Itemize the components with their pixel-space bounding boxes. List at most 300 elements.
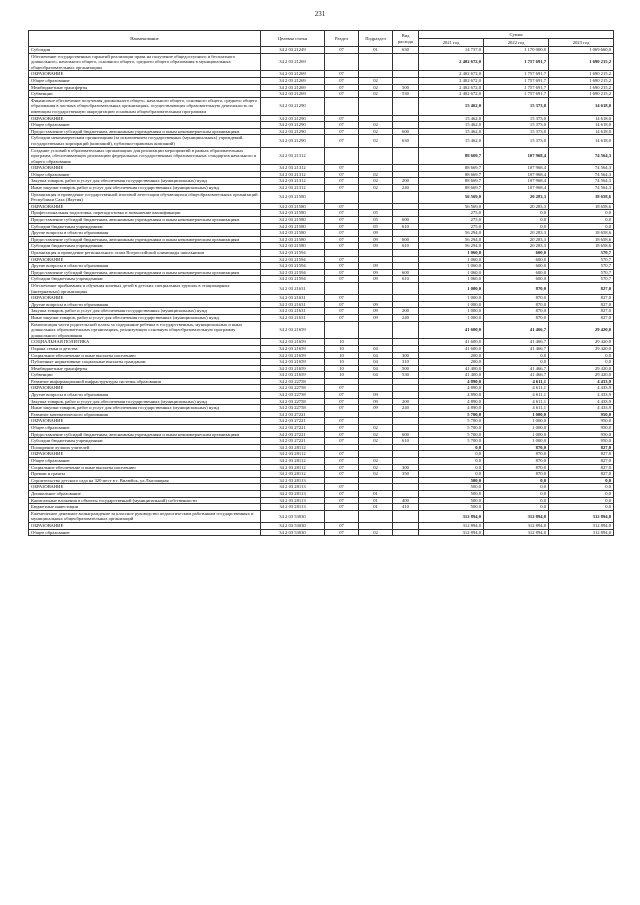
table-row bbox=[29, 122, 614, 129]
row-target: 34 2 03 28113 bbox=[261, 497, 325, 504]
row-subsection bbox=[359, 295, 393, 302]
row-exp-type bbox=[393, 263, 419, 270]
row-name: Иные закупки товаров, работ и услуг для обеспечения государственных (муниципальных) нужд bbox=[29, 405, 261, 412]
row-subsection: 09 bbox=[359, 236, 393, 243]
row-section: 07 bbox=[325, 458, 359, 465]
row-subsection: 09 bbox=[359, 269, 393, 276]
table-row bbox=[29, 71, 614, 78]
row-sum-2022: 600,0 bbox=[484, 269, 549, 276]
row-sum-2023: 18 658,6 bbox=[549, 230, 614, 237]
table-row bbox=[29, 276, 614, 283]
row-sum-2023: 74 564,3 bbox=[549, 165, 614, 172]
row-exp-type bbox=[393, 451, 419, 458]
row-section: 07 bbox=[325, 256, 359, 263]
row-sum-2023: 312 894,0 bbox=[549, 529, 614, 536]
row-section: 07 bbox=[325, 122, 359, 129]
row-name: Обеспечение прибывания и обучения кочевых детей в детских специальных группах в стационарных (интернатных) организациях bbox=[29, 282, 261, 294]
row-subsection: 04 bbox=[359, 365, 393, 372]
row-section: 07 bbox=[325, 392, 359, 399]
row-subsection bbox=[359, 477, 393, 484]
row-target: 34 2 03 22758 bbox=[261, 392, 325, 399]
row-sum-2023: 827,0 bbox=[549, 464, 614, 471]
row-section bbox=[325, 378, 359, 385]
row-target: 34 2 03 21631 bbox=[261, 282, 325, 294]
row-target: 34 2 03 28113 bbox=[261, 477, 325, 484]
table-row bbox=[29, 256, 614, 263]
row-exp-type bbox=[393, 458, 419, 465]
row-section: 07 bbox=[325, 504, 359, 511]
row-subsection bbox=[359, 250, 393, 257]
row-sum-2021: 56 294,0 bbox=[419, 230, 484, 237]
row-section: 07 bbox=[325, 490, 359, 497]
row-subsection bbox=[359, 418, 393, 425]
row-target: 34 2 03 22758 bbox=[261, 385, 325, 392]
row-sum-2023: 74 564,3 bbox=[549, 185, 614, 192]
table-row bbox=[29, 464, 614, 471]
row-exp-type: 400 bbox=[393, 497, 419, 504]
row-exp-type bbox=[393, 53, 419, 71]
row-sum-2023: 0,0 bbox=[549, 490, 614, 497]
row-subsection: 04 bbox=[359, 372, 393, 379]
table-row bbox=[29, 77, 614, 84]
row-section: 07 bbox=[325, 71, 359, 78]
row-sum-2023: 0,0 bbox=[549, 223, 614, 230]
row-subsection bbox=[359, 411, 393, 418]
table-row bbox=[29, 243, 614, 250]
row-sum-2022: 20 283,3 bbox=[484, 203, 549, 210]
row-sum-2022: 0,0 bbox=[484, 352, 549, 359]
row-name: Общее образование bbox=[29, 425, 261, 432]
table-row bbox=[29, 359, 614, 366]
row-sum-2022: 870,0 bbox=[484, 295, 549, 302]
row-exp-type bbox=[393, 165, 419, 172]
row-exp-type bbox=[393, 477, 419, 484]
row-sum-2022: 1 000,0 bbox=[484, 438, 549, 445]
row-target: 34 2 03 21290 bbox=[261, 115, 325, 122]
row-section bbox=[325, 97, 359, 115]
row-subsection: 01 bbox=[359, 497, 393, 504]
row-subsection: 02 bbox=[359, 128, 393, 135]
row-sum-2023: 1 690 215,2 bbox=[549, 77, 614, 84]
row-sum-2021: 275,0 bbox=[419, 217, 484, 224]
row-sum-2022: 600,0 bbox=[484, 250, 549, 257]
row-sum-2021: 4 890,0 bbox=[419, 378, 484, 385]
row-subsection: 01 bbox=[359, 490, 393, 497]
row-sum-2021: 15 462,0 bbox=[419, 97, 484, 115]
row-name: Субсидии бюджетным учреждениям bbox=[29, 223, 261, 230]
table-row bbox=[29, 301, 614, 308]
row-name: ОБРАЗОВАНИЕ bbox=[29, 418, 261, 425]
row-target: 34 2 03 21290 bbox=[261, 128, 325, 135]
table-row bbox=[29, 405, 614, 412]
row-sum-2021: 5 700,0 bbox=[419, 431, 484, 438]
row-sum-2021: 1 000,0 bbox=[419, 308, 484, 315]
row-name: Иные закупки товаров, работ и услуг для обеспечения государственных (муниципальных) нужд bbox=[29, 314, 261, 321]
row-sum-2022: 1 000,0 bbox=[484, 418, 549, 425]
col-section-header: Раздел bbox=[325, 31, 359, 47]
row-subsection: 02 bbox=[359, 471, 393, 478]
row-exp-type: 610 bbox=[393, 438, 419, 445]
row-exp-type bbox=[393, 510, 419, 522]
row-exp-type bbox=[393, 339, 419, 346]
row-sum-2022: 4 611,1 bbox=[484, 378, 549, 385]
row-sum-2022: 20 283,3 bbox=[484, 236, 549, 243]
row-section: 07 bbox=[325, 210, 359, 217]
row-sum-2023: 950,0 bbox=[549, 418, 614, 425]
row-exp-type bbox=[393, 301, 419, 308]
row-section: 07 bbox=[325, 47, 359, 54]
table-row bbox=[29, 431, 614, 438]
row-target: 34 2 03 21580 bbox=[261, 217, 325, 224]
row-sum-2021: 0,0 bbox=[419, 451, 484, 458]
row-sum-2023: 950,0 bbox=[549, 431, 614, 438]
row-sum-2022: 107 968,4 bbox=[484, 147, 549, 165]
row-target: 34 2 03 21580 bbox=[261, 191, 325, 203]
row-sum-2023: 1 690 215,2 bbox=[549, 71, 614, 78]
row-sum-2021: 2 402 672,0 bbox=[419, 53, 484, 71]
table-row bbox=[29, 210, 614, 217]
row-section: 07 bbox=[325, 405, 359, 412]
row-target: 34 2 03 27221 bbox=[261, 438, 325, 445]
row-exp-type bbox=[393, 230, 419, 237]
row-name: Субсидии бюджетным учреждениям bbox=[29, 438, 261, 445]
row-subsection bbox=[359, 339, 393, 346]
row-target: 34 2 03 21594 bbox=[261, 269, 325, 276]
row-target: 34 2 03 21580 bbox=[261, 203, 325, 210]
row-name: Профессиональная подготовка, переподготовка и повышение квалификации bbox=[29, 210, 261, 217]
row-exp-type: 600 bbox=[393, 128, 419, 135]
row-section: 07 bbox=[325, 91, 359, 98]
row-target: 34 2 03 21631 bbox=[261, 301, 325, 308]
row-target: 34 2 03 27221 bbox=[261, 411, 325, 418]
row-target: 34 2 03 22758 bbox=[261, 398, 325, 405]
row-sum-2022: 20 283,3 bbox=[484, 243, 549, 250]
row-sum-2022: 15 373,0 bbox=[484, 135, 549, 147]
row-sum-2023: 29 420,0 bbox=[549, 345, 614, 352]
row-sum-2021: 1 000,0 bbox=[419, 295, 484, 302]
row-exp-type bbox=[393, 418, 419, 425]
row-sum-2021: 15 462,0 bbox=[419, 115, 484, 122]
row-sum-2021: 0,0 bbox=[419, 471, 484, 478]
table-row bbox=[29, 378, 614, 385]
row-sum-2021: 4 890,0 bbox=[419, 405, 484, 412]
row-sum-2021: 1 060,0 bbox=[419, 269, 484, 276]
row-section: 07 bbox=[325, 484, 359, 491]
row-section: 07 bbox=[325, 301, 359, 308]
row-exp-type bbox=[393, 411, 419, 418]
row-target: 34 2 03 28112 bbox=[261, 451, 325, 458]
row-sum-2023: 18 658,6 bbox=[549, 203, 614, 210]
row-sum-2023: 29 420,0 bbox=[549, 321, 614, 339]
row-subsection bbox=[359, 165, 393, 172]
row-exp-type bbox=[393, 345, 419, 352]
row-sum-2021: 4 890,0 bbox=[419, 392, 484, 399]
row-sum-2023: 4 433,9 bbox=[549, 398, 614, 405]
row-sum-2023: 18 658,6 bbox=[549, 243, 614, 250]
row-target: 34 2 03 53030 bbox=[261, 529, 325, 536]
row-target: 34 2 03 28112 bbox=[261, 444, 325, 451]
row-sum-2021: 88 669,7 bbox=[419, 171, 484, 178]
row-sum-2022: 600,0 bbox=[484, 276, 549, 283]
table-row bbox=[29, 147, 614, 165]
row-target: 34 2 03 21312 bbox=[261, 171, 325, 178]
table-row bbox=[29, 115, 614, 122]
row-name: Предоставление субсидий бюджетным, автономным учреждениям и иным некоммерческим организациям bbox=[29, 431, 261, 438]
row-sum-2022: 107 968,4 bbox=[484, 165, 549, 172]
row-sum-2023: 827,0 bbox=[549, 444, 614, 451]
table-row bbox=[29, 269, 614, 276]
row-subsection: 02 bbox=[359, 185, 393, 192]
row-target: 34 2 03 21580 bbox=[261, 243, 325, 250]
row-exp-type: 240 bbox=[393, 185, 419, 192]
row-section: 07 bbox=[325, 171, 359, 178]
row-sum-2022: 312 894,0 bbox=[484, 510, 549, 522]
row-sum-2021: 5 700,0 bbox=[419, 438, 484, 445]
row-target: 34 2 03 28112 bbox=[261, 458, 325, 465]
row-exp-type bbox=[393, 321, 419, 339]
row-section: 07 bbox=[325, 497, 359, 504]
row-sum-2023: 0,0 bbox=[549, 477, 614, 484]
row-sum-2021: 2 402 672,0 bbox=[419, 77, 484, 84]
row-sum-2021: 41 400,0 bbox=[419, 365, 484, 372]
table-row bbox=[29, 178, 614, 185]
table-row bbox=[29, 385, 614, 392]
row-sum-2022: 1 000,0 bbox=[484, 431, 549, 438]
row-subsection: 05 bbox=[359, 217, 393, 224]
row-exp-type bbox=[393, 392, 419, 399]
row-subsection bbox=[359, 378, 393, 385]
row-sum-2022: 15 373,0 bbox=[484, 128, 549, 135]
row-sum-2023: 0,0 bbox=[549, 504, 614, 511]
row-section: 07 bbox=[325, 464, 359, 471]
row-name: Обеспечение государственных гарантий реализации права на получение общедоступного и бесплатного дошкольного, начального общего, основного общего, среднего общего образования в муниципальных общеобразовательных организациях bbox=[29, 53, 261, 71]
row-sum-2022: 4 611,1 bbox=[484, 385, 549, 392]
row-target: 34 2 03 21659 bbox=[261, 372, 325, 379]
row-name: Ежемесячное денежное вознаграждение за классное руководство педагогическим работникам государственных и муниципальных общеобразовательных организаций bbox=[29, 510, 261, 522]
row-sum-2023: 14 618,0 bbox=[549, 115, 614, 122]
table-row bbox=[29, 411, 614, 418]
row-sum-2022: 870,0 bbox=[484, 282, 549, 294]
row-subsection: 02 bbox=[359, 529, 393, 536]
row-sum-2023: 570,7 bbox=[549, 269, 614, 276]
row-name: Организация и проведение государственной итоговой аттестации обучающихся общеобразовательных организаций Республики Саха (Якутия) bbox=[29, 191, 261, 203]
row-target: 34 2 03 21659 bbox=[261, 345, 325, 352]
row-sum-2021: 41 400,0 bbox=[419, 372, 484, 379]
table-row bbox=[29, 504, 614, 511]
row-sum-2022: 1 757 691,7 bbox=[484, 84, 549, 91]
row-subsection: 09 bbox=[359, 243, 393, 250]
row-sum-2022: 107 968,4 bbox=[484, 178, 549, 185]
row-name: Субсидии bbox=[29, 47, 261, 54]
row-section: 07 bbox=[325, 223, 359, 230]
row-target: 34 2 03 21312 bbox=[261, 178, 325, 185]
table-row bbox=[29, 47, 614, 54]
row-target: 34 2 03 21580 bbox=[261, 236, 325, 243]
row-sum-2021: 41 600,0 bbox=[419, 339, 484, 346]
row-section: 07 bbox=[325, 115, 359, 122]
row-section: 07 bbox=[325, 269, 359, 276]
row-sum-2023: 0,0 bbox=[549, 217, 614, 224]
row-sum-2023: 74 564,3 bbox=[549, 147, 614, 165]
row-section bbox=[325, 444, 359, 451]
row-name: Социальное обеспечение и иные выплаты населению bbox=[29, 464, 261, 471]
row-sum-2023: 14 618,0 bbox=[549, 97, 614, 115]
row-sum-2023: 4 433,9 bbox=[549, 392, 614, 399]
row-subsection: 02 bbox=[359, 178, 393, 185]
row-sum-2021: 4 890,0 bbox=[419, 385, 484, 392]
row-sum-2023: 827,0 bbox=[549, 295, 614, 302]
row-section: 07 bbox=[325, 178, 359, 185]
row-sum-2021: 0,0 bbox=[419, 458, 484, 465]
row-sum-2021: 15 462,0 bbox=[419, 128, 484, 135]
row-name: Компенсация части родительской платы за содержание ребенка в государственных, муниципальных и иных дошкольных образовательных организациях, реализующих основную общеобразовательную программу дошкольного образования bbox=[29, 321, 261, 339]
row-target: 34 2 03 21269 bbox=[261, 53, 325, 71]
row-target: 34 2 03 21659 bbox=[261, 359, 325, 366]
row-sum-2021: 500,0 bbox=[419, 484, 484, 491]
row-sum-2021: 1 060,0 bbox=[419, 256, 484, 263]
table-row bbox=[29, 438, 614, 445]
row-section: 07 bbox=[325, 84, 359, 91]
table-row bbox=[29, 352, 614, 359]
row-name: Социальное обеспечение и иные выплаты населению bbox=[29, 352, 261, 359]
row-subsection: 01 bbox=[359, 47, 393, 54]
row-section: 10 bbox=[325, 359, 359, 366]
col-subsection-header: Подраздел bbox=[359, 31, 393, 47]
row-subsection: 02 bbox=[359, 464, 393, 471]
table-row bbox=[29, 91, 614, 98]
row-target: 34 2 03 21290 bbox=[261, 135, 325, 147]
row-sum-2022: 41 466,7 bbox=[484, 372, 549, 379]
row-name: Организация и проведение регионального этапа Всероссийской олимпиады школьников bbox=[29, 250, 261, 257]
row-exp-type bbox=[393, 77, 419, 84]
row-section: 07 bbox=[325, 128, 359, 135]
table-row bbox=[29, 392, 614, 399]
row-subsection bbox=[359, 256, 393, 263]
row-exp-type bbox=[393, 191, 419, 203]
row-subsection: 05 bbox=[359, 210, 393, 217]
row-sum-2022: 0,0 bbox=[484, 210, 549, 217]
row-name: ОБРАЗОВАНИЕ bbox=[29, 256, 261, 263]
row-subsection: 02 bbox=[359, 135, 393, 147]
table-row bbox=[29, 263, 614, 270]
row-sum-2023: 0,0 bbox=[549, 210, 614, 217]
row-section: 10 bbox=[325, 372, 359, 379]
row-target: 34 2 03 53030 bbox=[261, 510, 325, 522]
row-sum-2021: 56 294,0 bbox=[419, 236, 484, 243]
row-exp-type: 630 bbox=[393, 47, 419, 54]
row-subsection: 02 bbox=[359, 438, 393, 445]
row-exp-type bbox=[393, 250, 419, 257]
row-name: Дошкольное образование bbox=[29, 490, 261, 497]
row-sum-2023: 827,0 bbox=[549, 308, 614, 315]
row-section bbox=[325, 191, 359, 203]
row-sum-2023: 827,0 bbox=[549, 282, 614, 294]
row-section bbox=[325, 53, 359, 71]
row-exp-type: 530 bbox=[393, 91, 419, 98]
row-exp-type bbox=[393, 71, 419, 78]
row-sum-2022: 0,0 bbox=[484, 217, 549, 224]
row-section: 07 bbox=[325, 529, 359, 536]
table-row bbox=[29, 97, 614, 115]
row-sum-2023: 0,0 bbox=[549, 497, 614, 504]
row-sum-2023: 950,0 bbox=[549, 411, 614, 418]
row-sum-2023: 827,0 bbox=[549, 314, 614, 321]
row-subsection: 02 bbox=[359, 91, 393, 98]
row-name: Закупка товаров, работ и услуг для обеспечения государственных (муниципальных) нужд bbox=[29, 398, 261, 405]
row-name: Финансовое обеспечение получения дошкольного общего, начального общего, основного общего, среднего общего образования в частных общеобразовательных организациях, осуществляющих образовательную деятельность по имеющим государственную аккредитацию основным общеобразовательным программам bbox=[29, 97, 261, 115]
row-sum-2021: 312 894,0 bbox=[419, 510, 484, 522]
row-sum-2021: 15 462,0 bbox=[419, 122, 484, 129]
row-exp-type: 300 bbox=[393, 352, 419, 359]
row-section: 10 bbox=[325, 365, 359, 372]
table-row bbox=[29, 53, 614, 71]
row-sum-2022: 870,0 bbox=[484, 444, 549, 451]
row-sum-2023: 29 420,0 bbox=[549, 372, 614, 379]
row-sum-2021: 56 569,0 bbox=[419, 203, 484, 210]
row-sum-2022: 870,0 bbox=[484, 471, 549, 478]
row-name: Общее образование bbox=[29, 171, 261, 178]
table-row bbox=[29, 339, 614, 346]
row-name: Субсидии бюджетным учреждениям bbox=[29, 276, 261, 283]
row-sum-2022: 41 466,7 bbox=[484, 321, 549, 339]
row-target: 34 2 03 21594 bbox=[261, 256, 325, 263]
row-section bbox=[325, 282, 359, 294]
row-sum-2021: 0,0 bbox=[419, 464, 484, 471]
table-row bbox=[29, 171, 614, 178]
row-sum-2022: 0,0 bbox=[484, 223, 549, 230]
row-subsection bbox=[359, 522, 393, 529]
row-exp-type: 410 bbox=[393, 504, 419, 511]
row-subsection: 09 bbox=[359, 405, 393, 412]
row-exp-type: 500 bbox=[393, 365, 419, 372]
row-target: 34 2 03 21659 bbox=[261, 365, 325, 372]
row-exp-type bbox=[393, 295, 419, 302]
row-subsection bbox=[359, 147, 393, 165]
row-name: ОБРАЗОВАНИЕ bbox=[29, 295, 261, 302]
row-name: Субвенции bbox=[29, 91, 261, 98]
row-exp-type: 200 bbox=[393, 178, 419, 185]
row-exp-type: 240 bbox=[393, 314, 419, 321]
row-name: Субсидии бюджетным учреждениям bbox=[29, 243, 261, 250]
row-subsection: 04 bbox=[359, 352, 393, 359]
row-name: Бюджетные инвестиции bbox=[29, 504, 261, 511]
row-exp-type bbox=[393, 147, 419, 165]
row-name: Создание условий в образовательных организациях для реализации мероприятий в рамках образовательных программ, обеспечивающих реализацию федеральных государственных образовательных стандартов начального и общего образования bbox=[29, 147, 261, 165]
row-target: 34 2 03 28113 bbox=[261, 490, 325, 497]
row-sum-2023: 14 618,0 bbox=[549, 135, 614, 147]
row-name: Публичные нормативные социальные выплаты гражданам bbox=[29, 359, 261, 366]
table-body bbox=[29, 47, 614, 536]
row-sum-2022: 0,0 bbox=[484, 504, 549, 511]
row-section: 10 bbox=[325, 352, 359, 359]
page-number: 231 bbox=[314, 10, 326, 18]
row-sum-2023: 18 658,6 bbox=[549, 236, 614, 243]
row-name: ОБРАЗОВАНИЕ bbox=[29, 385, 261, 392]
row-name: Развитие математического образования bbox=[29, 411, 261, 418]
row-sum-2023: 1 690 215,2 bbox=[549, 91, 614, 98]
row-exp-type: 610 bbox=[393, 223, 419, 230]
row-target: 34 2 03 21659 bbox=[261, 321, 325, 339]
col-2023-header: 2023 год bbox=[549, 39, 614, 47]
row-sum-2021: 41 600,0 bbox=[419, 321, 484, 339]
row-name: Закупка товаров, работ и услуг для обеспечения государственных (муниципальных) нужд bbox=[29, 308, 261, 315]
row-sum-2023: 14 618,0 bbox=[549, 128, 614, 135]
row-sum-2023: 14 618,0 bbox=[549, 122, 614, 129]
row-sum-2021: 14 737,0 bbox=[419, 47, 484, 54]
row-name: Иные закупки товаров, работ и услуг для обеспечения государственных (муниципальных) нужд bbox=[29, 185, 261, 192]
row-sum-2023: 74 564,3 bbox=[549, 178, 614, 185]
row-target: 34 2 03 21249 bbox=[261, 47, 325, 54]
